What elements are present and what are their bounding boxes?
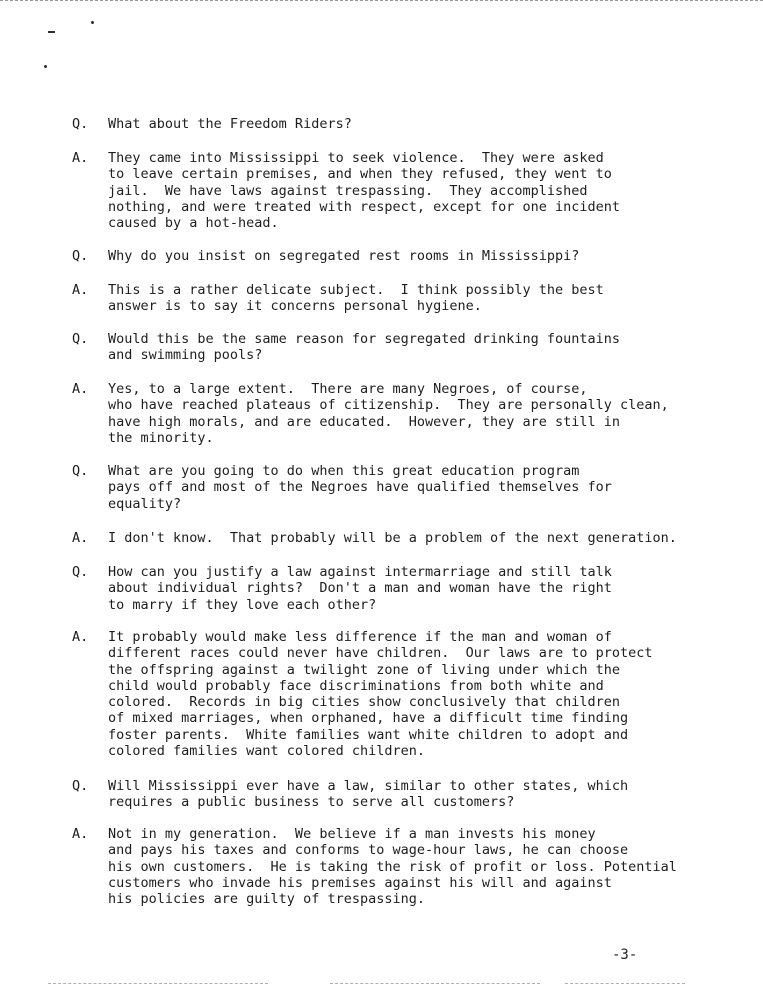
question-text: What are you going to do when this great education program pays off and most of the Negroes have qualified themselves for equality? [108,463,612,512]
question-label: Q. [72,564,89,580]
bottom-rule [48,983,268,984]
question-text: Will Mississippi ever have a law, similar to other states, which requires a public business to serve all customers? [108,778,629,811]
question-text: Why do you insist on segregated rest rooms in Mississippi? [108,248,580,264]
answer-text: Not in my generation. We believe if a man invests his money and pays his taxes and conforms to wage-hour laws, he can choose his own customers. He is taking the risk of profit or loss. Potential customers who invade his premises against his will and against his policies are guilty of trespassing. [108,826,677,908]
question-label: Q. [72,248,89,264]
bottom-rule [330,983,540,984]
answer-label: A. [72,629,89,645]
answer-text: It probably would make less difference if the man and woman of different races could never have children. Our laws are to protect the offspring against a twilight zone of living under which the child would probably face discriminations from both white and colored. Records in big cities show conclusively that children of mixed marriages, when orphaned, have a difficult time finding foster parents. White families want white children to adopt and colored families want colored children. [108,629,653,760]
answer-label: A. [72,381,89,397]
question-label: Q. [72,331,89,347]
question-text: Would this be the same reason for segregated drinking fountains and swimming pools? [108,331,621,364]
answer-text: I don't know. That probably will be a problem of the next generation. [108,530,677,546]
answer-label: A. [72,826,89,842]
answer-label: A. [72,282,89,298]
top-edge-border [0,0,763,1]
scan-mark [44,65,47,68]
scan-mark [48,31,55,33]
question-label: Q. [72,116,89,132]
bottom-rule [565,983,685,984]
question-label: Q. [72,778,89,794]
answer-label: A. [72,150,89,166]
answer-text: This is a rather delicate subject. I think possibly the best answer is to say it concerns personal hygiene. [108,282,604,315]
scan-mark [91,21,94,24]
answer-label: A. [72,530,89,546]
answer-text: They came into Mississippi to seek violence. They were asked to leave certain premises, and when they refused, they went to jail. We have laws against trespassing. They accomplished nothing, and were treated with respect, except for one incident caused by a hot-head. [108,150,621,232]
answer-text: Yes, to a large extent. There are many Negroes, of course, who have reached plateaus of citizenship. They are personally clean, have high morals, and are educated. However, they are still in the minority. [108,381,669,446]
page-number: -3- [612,947,638,963]
question-label: Q. [72,463,89,479]
question-text: What about the Freedom Riders? [108,116,352,132]
question-text: How can you justify a law against intermarriage and still talk about individual rights? Don't a man and woman have the right to marry if they love each other? [108,564,612,613]
